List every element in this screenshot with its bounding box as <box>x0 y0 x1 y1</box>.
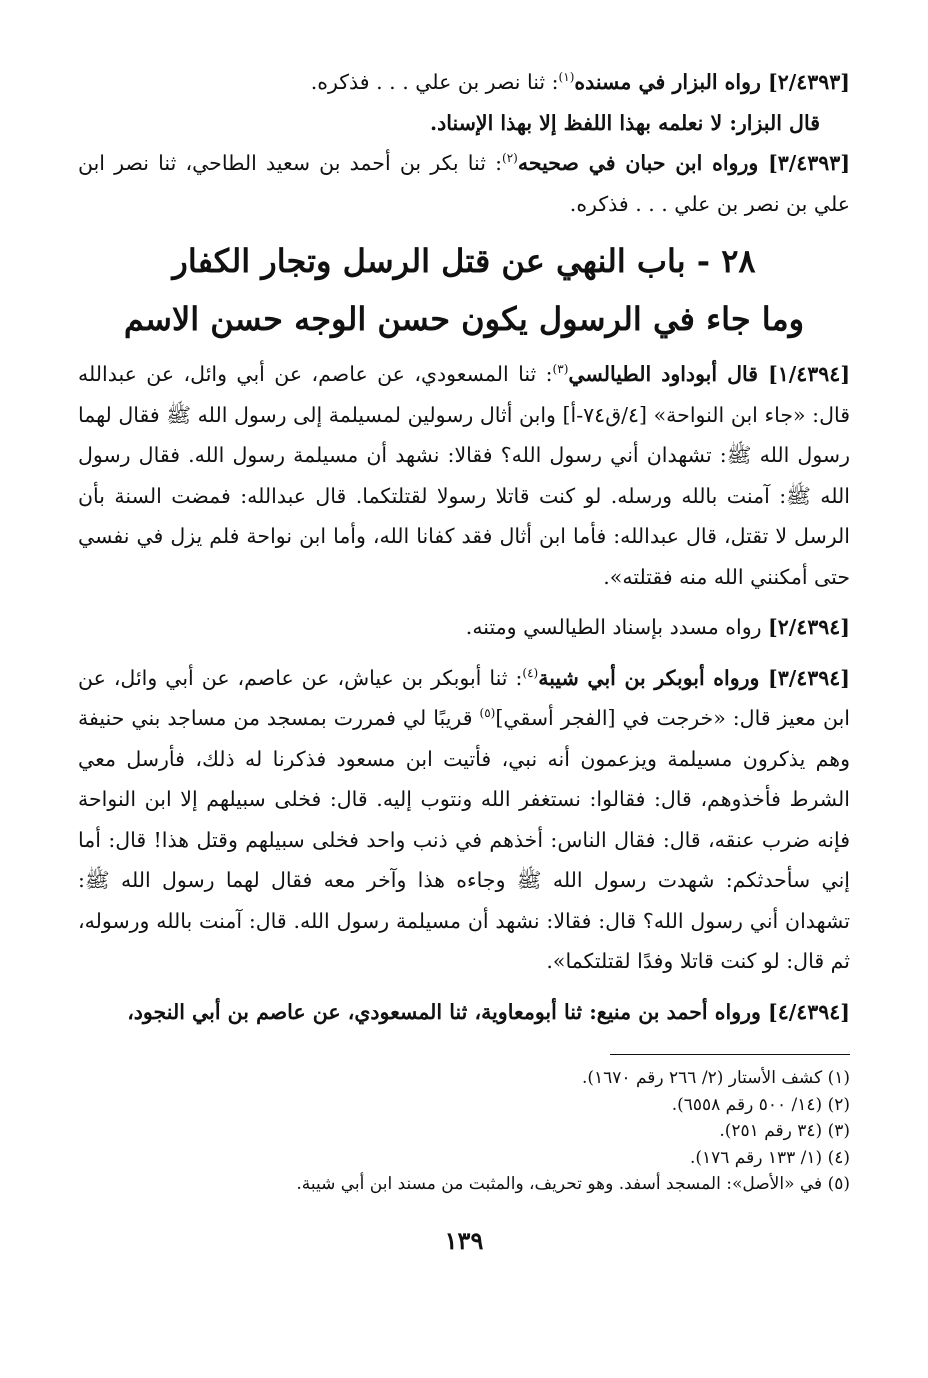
footnote-4: (٤) (١/ ١٣٣ رقم ١٧٦). <box>689 1147 850 1168</box>
paragraph-text: رواه مسدد بإسناد الطيالسي ومتنه. <box>465 615 769 639</box>
footnotes <box>78 1065 850 1198</box>
paragraph-4394-2 <box>78 607 850 648</box>
footnote-marker: (١) <box>558 70 575 85</box>
paragraph-4393-3 <box>78 143 850 224</box>
footnote-marker: (٤) <box>522 665 539 680</box>
hadith-ref: [٢/٤٣٩٤] <box>768 615 850 639</box>
paragraph-lead: ورواه ابن حبان في صحيحه <box>517 151 769 175</box>
paragraph-text: ورواه أحمد بن منيع: ثنا أبومعاوية، ثنا المسعودي، عن عاصم بن أبي النجود، <box>127 999 769 1024</box>
paragraph-text: : ثنا نصر بن علي . . . فذكره. <box>310 70 559 94</box>
footnote-marker: (٥) <box>479 706 496 721</box>
footnote-divider <box>610 1054 850 1055</box>
paragraph-text: : ثنا بكر بن أحمد بن سعيد الطاحي، ثنا نصر ابن علي بن نصر بن علي . . . فذكره. <box>78 151 850 216</box>
spacer <box>78 982 850 992</box>
paragraph-text: : ثنا المسعودي، عن عاصم، عن أبي وائل، عن عبدالله قال: «جاء ابن النواحة» [٤/ق٧٤-أ] وابن أثال رسولين لمسيلمة إلى رسول الله ﷺ فقال لهما رسول الله ﷺ: تشهدان أني رسول الله؟ فقالا: نشهد أن مسيلمة رسول الله. فقال رسول الله ﷺ: آمنت بالله ورسله. لو كنت قاتلا رسولا لقتلتكما. قال عبدالله: فمضت السنة بأن الرسل لا تقتل، قال عبدالله: فأما ابن أثال فقد كفانا الله، وأما ابن نواحة فلم يزل في نفسي حتى أمكنني الله منه فقتلته». <box>78 362 851 589</box>
paragraph-bazzar-note <box>78 103 850 144</box>
paragraph-text: : ثنا أبوبكر بن عياش، عن عاصم، عن أبي وائل، عن ابن معيز قال: «خرجت في [الفجر أسقي] <box>78 665 850 730</box>
footnote-3: (٣) (٣٤ رقم ٢٥١). <box>719 1121 850 1141</box>
paragraph-lead: ورواه أبوبكر بن أبي شيبة <box>538 665 769 690</box>
hadith-ref: [٢/٤٣٩٣] <box>768 70 850 94</box>
paragraph-lead: قال أبوداود الطيالسي <box>568 362 769 386</box>
chapter-heading <box>78 232 850 348</box>
footnote-marker: (٣) <box>552 362 569 377</box>
paragraph-text: قريبًا لي فمررت بمسجد من مساجد بني حنيفة وهم يذكرون مسيلمة ويزعمون أنه نبي، فأتيت ابن مسعود فذكرنا له ذلك، فأرسل معي الشرط فأخذوهم، قال: فقالوا: نستغفر الله ونتوب إليه. قال: فخلى سبيلهم إلا ابن النواحة فإنه ضرب عنقه، قال: فقال الناس: أخذهم في ذنب واحد فخلى سبيلهم وقتل هذا! قال: أما إني سأحدثكم: شهدت رسول الله ﷺ وجاءه هذا وآخر معه فقال لهما رسول الله ﷺ: تشهدان أني رسول الله؟ قال: فقالا: نشهد أن مسيلمة رسول الله. قال: آمنت بالله ورسوله، ثم قال: لو كنت قاتلا وفدًا لقتلتكما». <box>78 706 850 973</box>
footnote-1: (١) كشف الأستار (٢/ ٢٦٦ رقم ١٦٧٠). <box>581 1068 850 1088</box>
paragraph-4394-4 <box>78 992 850 1033</box>
hadith-ref: [٣/٤٣٩٣] <box>768 151 851 175</box>
footnote-marker: (٢) <box>502 151 518 166</box>
chapter-title-line-2: وما جاء في الرسول يكون حسن الوجه حسن الاسم <box>123 300 805 338</box>
paragraph-4394-3 <box>78 658 850 982</box>
paragraph-text: قال البزار: لا نعلمه بهذا اللفظ إلا بهذا الإسناد. <box>430 110 820 135</box>
chapter-title-line-1: ٢٨ - باب النهي عن قتل الرسل وتجار الكفار <box>172 242 756 280</box>
hadith-ref: [١/٤٣٩٤] <box>768 362 851 386</box>
paragraph-4394-1 <box>78 354 850 597</box>
hadith-ref: [٣/٤٣٩٤] <box>768 665 850 690</box>
spacer <box>78 648 850 658</box>
footnote-2: (٢) (١٤/ ٥٠٠ رقم ٦٥٥٨). <box>671 1094 850 1115</box>
paragraph-4393-2 <box>78 62 850 103</box>
spacer <box>78 597 850 607</box>
page-number: ١٣٩ <box>444 1225 484 1255</box>
paragraph-lead: رواه البزار في مسنده <box>574 70 769 94</box>
footnote-5: (٥) في «الأصل»: المسجد أسفد. وهو تحريف، والمثبت من مسند ابن أبي شيبة. <box>296 1174 850 1194</box>
hadith-ref: [٤/٤٣٩٤] <box>768 999 850 1024</box>
